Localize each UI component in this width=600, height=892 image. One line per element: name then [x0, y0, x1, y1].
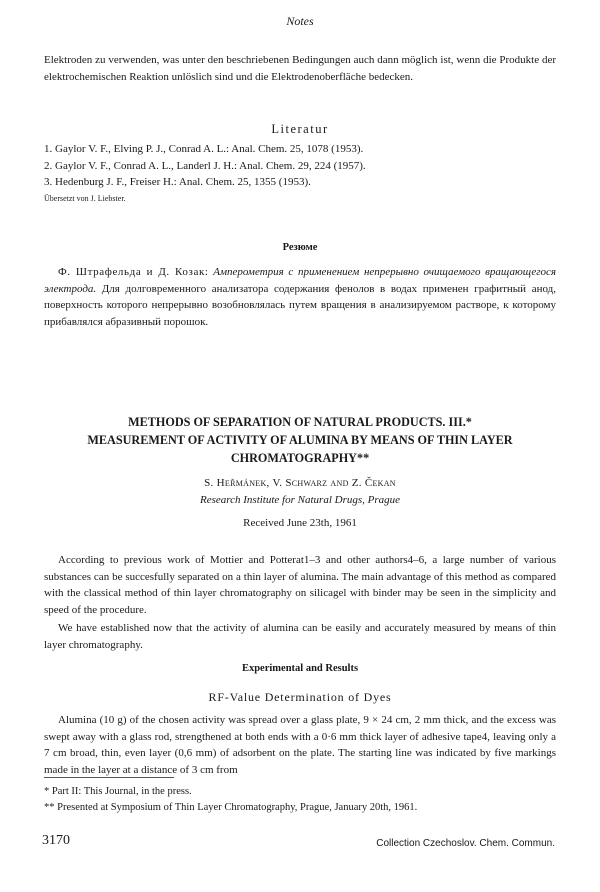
body-paragraph-2: We have established now that the activity of alumina can be easily and accurately measured by means of thin layer chromatography. — [44, 622, 556, 651]
body-paragraph-1: According to previous work of Mottier and Potterat1–3 and other authors4–6, a large number of various substances can be succesfully separated on a thin layer of alumina. The main advantage of this method as compared with the classical method of thin layer chromatography on silicagel with binder may be seen in the simplicity and speed of the procedure. — [44, 554, 556, 616]
article-institute: Research Institute for Natural Drugs, Prague — [199, 494, 401, 506]
footnote-rule — [44, 777, 174, 778]
article-title-line-2: MEASUREMENT OF ACTIVITY OF ALUMINA BY MEANS OF THIN LAYER — [87, 433, 513, 447]
resume-paragraph — [44, 264, 556, 330]
resume-text: Для долговременного анализатора содержания фенолов в водах применен графитный анод, поверхность которого непрерывно возобновлялась путем вращения в анализируемом растворе, к которому прибавлялся абразивный порошок. — [44, 282, 556, 328]
journal-name: Collection Czechoslov. Chem. Commun. — [376, 838, 555, 849]
footnote-1: * Part II: This Journal, in the press. — [44, 786, 192, 797]
literature-title: Literatur — [271, 122, 329, 136]
subheading: RF-Value Determination of Dyes — [208, 690, 392, 704]
resume-title: Резюме — [282, 242, 318, 253]
reference-2: 2. Gaylor V. F., Conrad A. L., Landerl J. H.: Anal. Chem. 29, 224 (1957). — [44, 159, 366, 172]
running-head: Notes — [286, 14, 314, 28]
resume-paper-title: Амперометрия с применением непрерывно очищаемого вращающегося электрода. — [44, 266, 556, 295]
footnote-2: ** Presented at Symposium of Thin Layer Chromatography, Prague, January 20th, 1961. — [44, 802, 418, 813]
reference-list — [44, 141, 564, 191]
translator-note: Übersetzt von J. Liebster. — [44, 194, 126, 203]
article-authors: S. Heřmánek, V. Schwarz and Z. Čekan — [204, 477, 396, 489]
reference-3: 3. Hedenburg J. F., Freiser H.: Anal. Chem. 25, 1355 (1953). — [44, 176, 311, 188]
section-heading: Experimental and Results — [241, 663, 359, 674]
resume-authors: Ф. Штрафельда и Д. Козак: — [58, 266, 209, 278]
article-title-line-1: METHODS OF SEPARATION OF NATURAL PRODUCTS. III.* — [128, 415, 472, 429]
article-title-line-3: CHROMATOGRAPHY** — [230, 451, 370, 465]
page-number: 3170 — [42, 833, 70, 848]
footnotes — [44, 784, 564, 816]
body-paragraph-3: Alumina (10 g) of the chosen activity was spread over a glass plate, 9 × 24 cm, 2 mm thick, and the excess was swept away with a glass rod, strengthened at both ends with a 0·6 mm thick layer of adhesive tape4, leaving only a 7 cm broad, thin, even layer (0,6 mm) of adsorbent on the plate. The starting line was indicated by five markings made in the layer at a distance of 3 cm from — [44, 714, 556, 776]
received-date: Received June 23th, 1961 — [243, 517, 357, 529]
intro-paragraph: Elektroden zu verwenden, was unter den beschriebenen Bedingungen auch dann möglich ist, wenn die Produkte der elektrochemischen Reaktion unlöslich sind und die Elektrodenoberfläche bedecken. — [44, 54, 556, 83]
reference-1: 1. Gaylor V. F., Elving P. J., Conrad A. L.: Anal. Chem. 25, 1078 (1953). — [44, 143, 364, 155]
